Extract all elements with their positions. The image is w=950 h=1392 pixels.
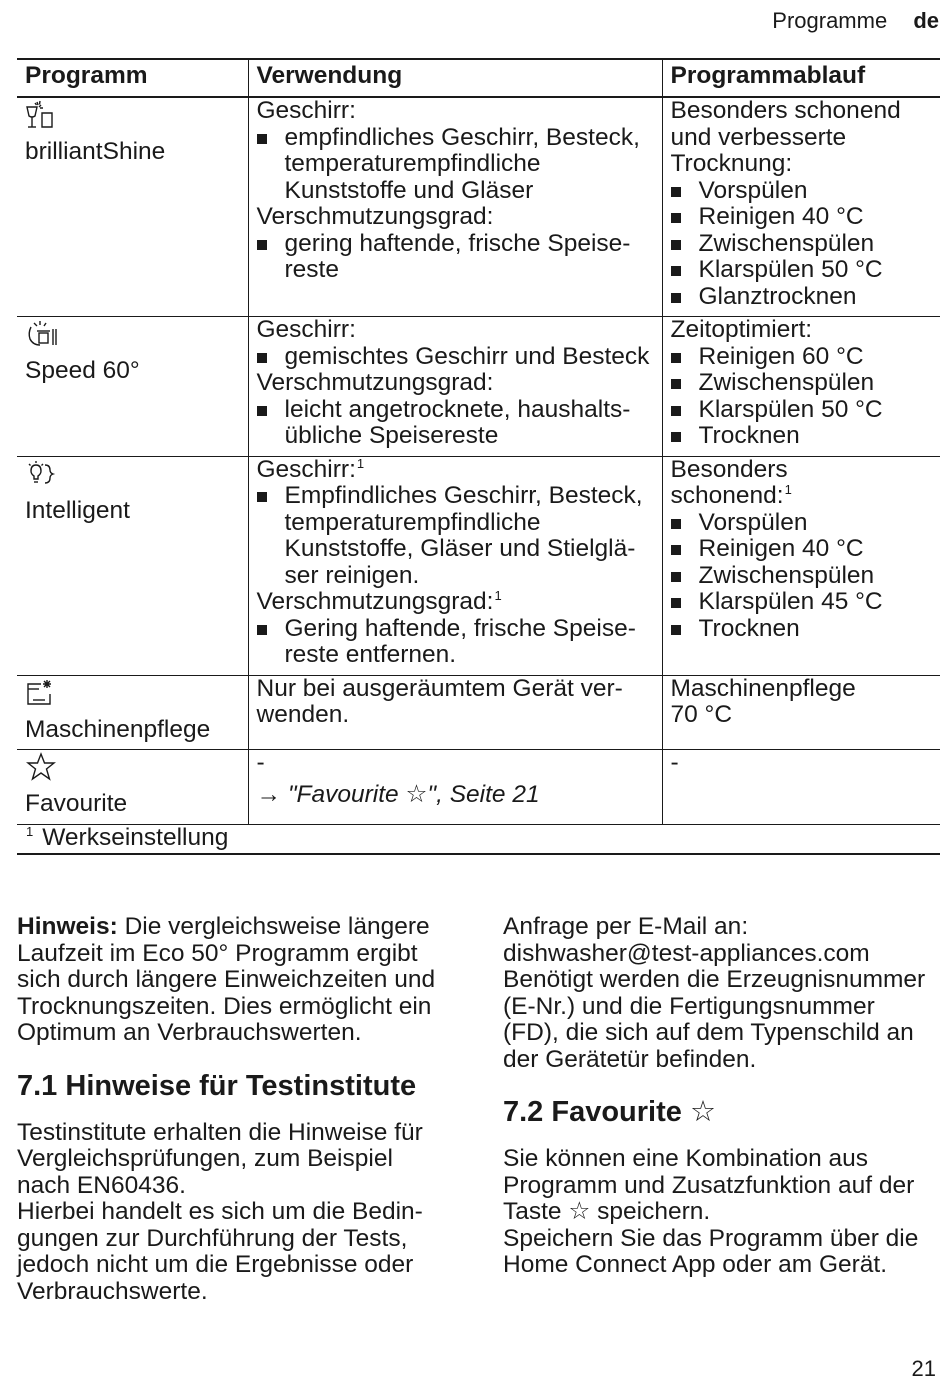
arrow-right-icon: → bbox=[256, 780, 281, 808]
programmablauf-cell bbox=[662, 750, 940, 825]
flow-list bbox=[671, 510, 933, 643]
use-label bbox=[257, 457, 654, 484]
use-text: - bbox=[256, 749, 265, 776]
verwendung-cell bbox=[248, 750, 662, 825]
table-footnote-row bbox=[17, 824, 940, 854]
program-name: Favourite bbox=[25, 790, 128, 817]
list-item: Trocknen bbox=[671, 616, 933, 643]
programm-cell bbox=[17, 317, 248, 457]
use-list bbox=[257, 231, 654, 284]
list-item: Klarspülen 50 °C bbox=[671, 257, 933, 284]
programmablauf-cell bbox=[662, 675, 940, 750]
verwendung-cell bbox=[248, 675, 662, 750]
use-label: Verschmutzungsgrad: bbox=[256, 203, 494, 230]
header-programmablauf: Programmablauf bbox=[662, 59, 940, 97]
note-text: Die vergleichsweise längere Laufzeit im Eco 50° Programm ergibt sich durch längere Einweichzeiten und Trocknungszeiten. Dies ermöglicht ein Optimum an Verbrauchswerten. bbox=[17, 913, 436, 1046]
note-paragraph bbox=[17, 914, 449, 1047]
use-list bbox=[257, 397, 654, 450]
flow-list bbox=[671, 178, 933, 311]
section-name: Programme bbox=[772, 8, 888, 33]
use-list bbox=[257, 344, 654, 371]
list-item: Reinigen 40 °C bbox=[671, 536, 933, 563]
programm-cell bbox=[17, 456, 248, 675]
list-item: Gering haftende, frische Speisereste entfernen. bbox=[257, 616, 654, 669]
paragraph: Speichern Sie das Programm über die Home Connect App oder am Gerät. bbox=[503, 1224, 919, 1278]
list-item: Vorspülen bbox=[671, 510, 933, 537]
program-name: Speed 60° bbox=[25, 357, 140, 384]
use-text: Nur bei ausgeräumtem Gerät verwenden. bbox=[256, 674, 623, 728]
footnote-mark: 1 bbox=[26, 823, 34, 839]
footnote-ref: 1 bbox=[356, 455, 365, 471]
header-verwendung: Verwendung bbox=[248, 59, 662, 97]
note-label: Hinweis: bbox=[17, 913, 118, 940]
list-item: gering haftende, frische Speisereste bbox=[257, 231, 654, 284]
favourite-cross-reference[interactable] bbox=[257, 782, 654, 809]
cross-reference-text: "Favourite ☆", Seite 21 bbox=[287, 780, 540, 808]
header-programm: Programm bbox=[17, 59, 248, 97]
use-list bbox=[257, 125, 654, 205]
page-number: 21 bbox=[911, 1356, 936, 1381]
table-row bbox=[17, 675, 940, 750]
list-item: Zwischenspülen bbox=[671, 231, 933, 258]
speed-icon bbox=[25, 319, 240, 349]
programme-table bbox=[17, 58, 940, 855]
use-label: Verschmutzungsgrad: bbox=[256, 369, 494, 396]
language-code: de bbox=[913, 8, 939, 33]
table-row bbox=[17, 456, 940, 675]
flow-text: - bbox=[670, 749, 679, 776]
use-list bbox=[257, 483, 654, 589]
list-item: Empfindliches Geschirr, Besteck, temperaturempfindliche Kunststoffe, Gläser und Stielgläser reinigen. bbox=[257, 483, 654, 589]
flow-text: Besonders schonend und verbesserte Trocknung: bbox=[670, 97, 901, 177]
contact-line: Anfrage per E-Mail an: bbox=[503, 913, 749, 940]
list-item: leicht angetrocknete, haushaltsübliche Speisereste bbox=[257, 397, 654, 450]
table-row bbox=[17, 750, 940, 825]
contact-email[interactable]: dishwasher@test-appliances.com bbox=[503, 939, 870, 967]
brilliantshine-icon bbox=[25, 100, 240, 130]
table-row bbox=[17, 317, 940, 457]
right-column bbox=[503, 914, 935, 1279]
list-item: Reinigen 60 °C bbox=[671, 344, 933, 371]
footnote-ref: 1 bbox=[494, 588, 502, 603]
list-item: Zwischenspülen bbox=[671, 563, 933, 590]
list-item: Trocknen bbox=[671, 423, 933, 450]
section-heading-7-2: 7.2 Favourite ☆ bbox=[503, 1096, 716, 1128]
use-label: Geschirr: bbox=[256, 316, 356, 343]
paragraph: Hierbei handelt es sich um die Bedingungen zur Durchführung der Tests, jedoch nicht um die Ergebnisse oder Verbrauchswerte. bbox=[17, 1198, 423, 1305]
use-label: Geschirr: bbox=[256, 97, 356, 124]
programmablauf-cell bbox=[662, 97, 940, 317]
flow-text bbox=[671, 457, 841, 510]
list-item: Glanztrocknen bbox=[671, 284, 933, 311]
use-list bbox=[257, 616, 654, 669]
left-column bbox=[17, 914, 449, 1305]
programmablauf-cell bbox=[662, 317, 940, 457]
programm-cell bbox=[17, 750, 248, 825]
use-label bbox=[257, 589, 654, 616]
footnote-ref: 1 bbox=[784, 482, 792, 497]
verwendung-cell bbox=[248, 456, 662, 675]
programm-cell bbox=[17, 97, 248, 317]
table-row bbox=[17, 97, 940, 317]
star-icon bbox=[25, 752, 240, 782]
flow-text-value: Besonders schonend: bbox=[670, 455, 788, 509]
paragraph: Testinstitute erhalten die Hinweise für Vergleichsprüfungen, zum Beispiel nach EN60436. bbox=[17, 1118, 423, 1199]
flow-text: Maschinenpflege 70 °C bbox=[670, 674, 856, 728]
page-header bbox=[772, 7, 939, 35]
flow-list bbox=[671, 344, 933, 450]
footnote-cell bbox=[17, 824, 940, 854]
verwendung-cell bbox=[248, 97, 662, 317]
list-item: Zwischenspülen bbox=[671, 370, 933, 397]
programm-cell bbox=[17, 675, 248, 750]
list-item: Klarspülen 45 °C bbox=[671, 589, 933, 616]
program-name: brilliantShine bbox=[25, 138, 166, 165]
section-heading-7-1: 7.1 Hinweise für Testinstitute bbox=[17, 1069, 417, 1102]
verwendung-cell bbox=[248, 317, 662, 457]
list-item: Klarspülen 50 °C bbox=[671, 397, 933, 424]
list-item: empfindliches Geschirr, Besteck, temperaturempfindliche Kunststoffe und Gläser bbox=[257, 125, 654, 205]
machine-care-icon bbox=[25, 678, 240, 708]
table-header-row bbox=[17, 59, 940, 97]
paragraph: Benötigt werden die Erzeugnisnummer (E-Nr.) und die Fertigungsnummer (FD), die sich auf dem Typenschild an der Gerätetür befinden. bbox=[503, 966, 926, 1073]
programmablauf-cell bbox=[662, 456, 940, 675]
list-item: Vorspülen bbox=[671, 178, 933, 205]
footnote-text: Werkseinstellung bbox=[42, 823, 229, 851]
intelligent-icon bbox=[25, 459, 240, 489]
paragraph: Sie können eine Kombination aus Programm und Zusatzfunktion auf der Taste ☆ speichern. bbox=[503, 1145, 915, 1225]
list-item: Reinigen 40 °C bbox=[671, 204, 933, 231]
use-label-text: Verschmutzungsgrad: bbox=[256, 588, 494, 615]
use-label-text: Geschirr: bbox=[256, 455, 356, 483]
flow-text: Zeitoptimiert: bbox=[670, 316, 813, 343]
program-name: Maschinenpflege bbox=[25, 715, 211, 743]
program-name: Intelligent bbox=[25, 496, 130, 524]
list-item: gemischtes Geschirr und Besteck bbox=[257, 344, 654, 371]
